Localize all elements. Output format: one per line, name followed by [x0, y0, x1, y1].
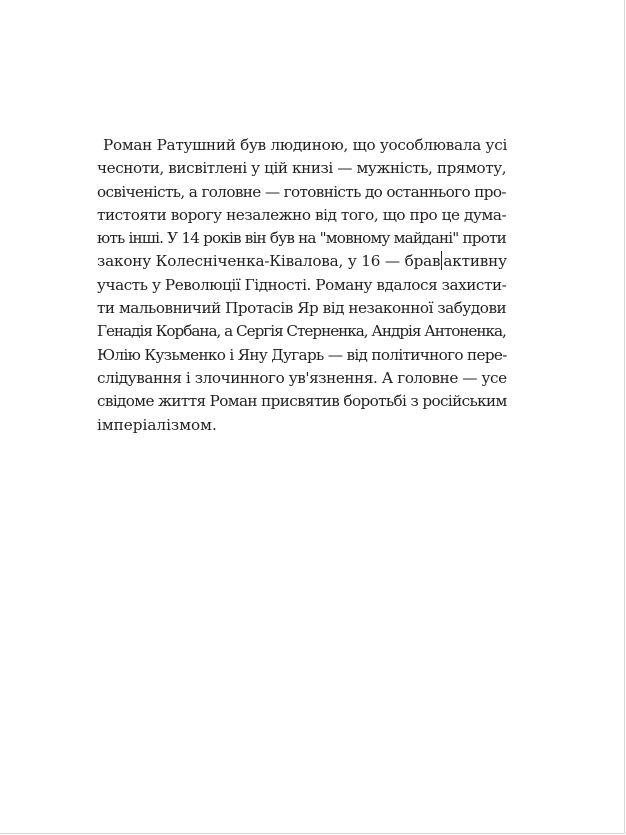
text-line: Генадія Корбана, а Сергія Стерненка, Андрія Антоненка,	[97, 322, 506, 341]
text-line: освіченість, а головне — готовність до останнього про-	[97, 182, 506, 201]
text-line: Юлію Кузьменко і Яну Дугарь — від політичного пере-	[97, 345, 507, 364]
text-line: Роман Ратушний був людиною, що уособлювала усі	[103, 136, 508, 154]
text-line-with-cursor[interactable]	[97, 250, 507, 273]
text-segment: активну	[443, 252, 507, 271]
text-line: ють інші. У 14 років він був на "мовному майдані" проти	[97, 229, 506, 248]
text-line: слідування і злочинного ув'язнення. А головне — усе	[97, 368, 507, 387]
text-line: тистояти ворогу незалежно від того, що про це дума-	[97, 205, 507, 224]
text-line: ти мальовничий Протасів Яр від незаконної забудови	[97, 299, 507, 318]
text-segment: закону Колесніченка-Ківалова, у 16 — брав	[97, 252, 441, 271]
body-paragraph	[97, 134, 507, 437]
text-line: свідоме життя Роман присвятив боротьбі з російським	[97, 392, 507, 411]
text-line: чесноти, висвітлені у цій книзі — мужність, прямоту,	[97, 159, 507, 178]
text-line: імперіалізмом.	[97, 415, 217, 434]
text-line: участь у Революції Гідності. Роману вдалося захисти-	[97, 275, 507, 294]
